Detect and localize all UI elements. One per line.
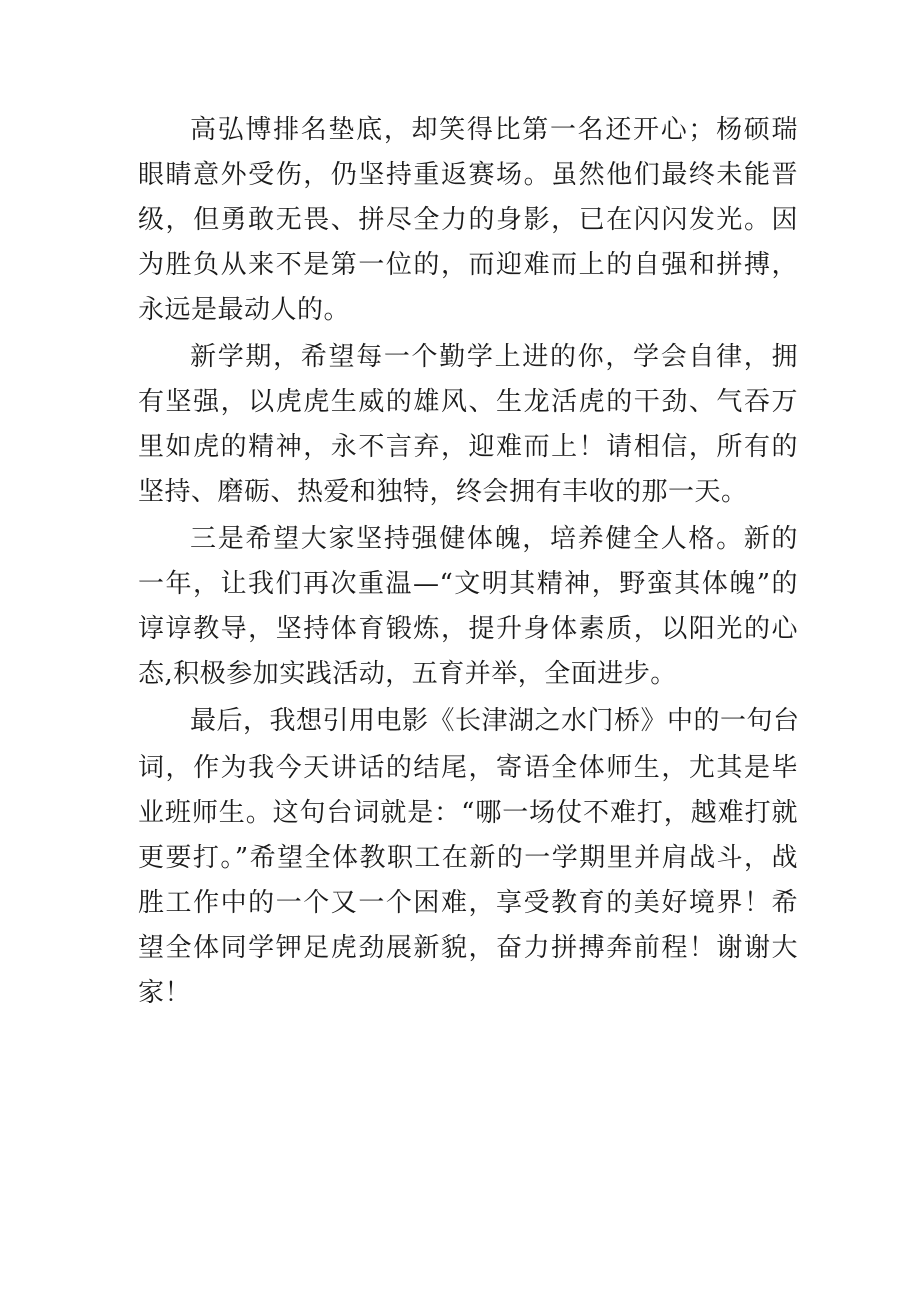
paragraph-athletes: 高弘博排名垫底，却笑得比第一名还开心；杨硕瑞眼睛意外受伤，仍坚持重返赛场。虽然他们最终未能晋级，但勇敢无畏、拼尽全力的身影，已在闪闪发光。因为胜负从来不是第一位的，而迎难而上的自强和拼搏，永远是最动人的。	[138, 115, 798, 325]
paragraph-closing-intro: 最后，我想引用电影《长津湖之水门桥》中的一句台	[190, 706, 800, 736]
paragraph-new-semester: 新学期，希望每一个勤学上进的你，学会自律，拥有坚强，以虎虎生威的雄风、生龙活虎的干劲、气吞万里如虎的精神，永不言弃，迎难而上！请相信，所有的坚持、磨砺、热爱和独特，终会拥有丰收的那一天。	[138, 342, 798, 507]
paragraph-physical-fitness: 三是希望大家坚持强健体魄，培养健全人格。新的一年，让我们再次重温—“文明其精神，野蛮其体魄”的谆谆教导，坚持体育锻炼，提升身体素质，以阳光的心态,积极参加实践活动，五育并举，全面进步。	[138, 524, 798, 689]
paragraph-closing-body: 词，作为我今天讲话的结尾，寄语全体师生，尤其是毕业班师生。这句台词就是：“哪一场仗不难打，越难打就更要打。”希望全体教职工在新的一学期里并肩战斗，战胜工作中的一个又一个困难，享受教育的美好境界！希望全体同学钾足虎劲展新貌，奋力拼搏奔前程！谢谢大家！	[138, 753, 798, 1008]
